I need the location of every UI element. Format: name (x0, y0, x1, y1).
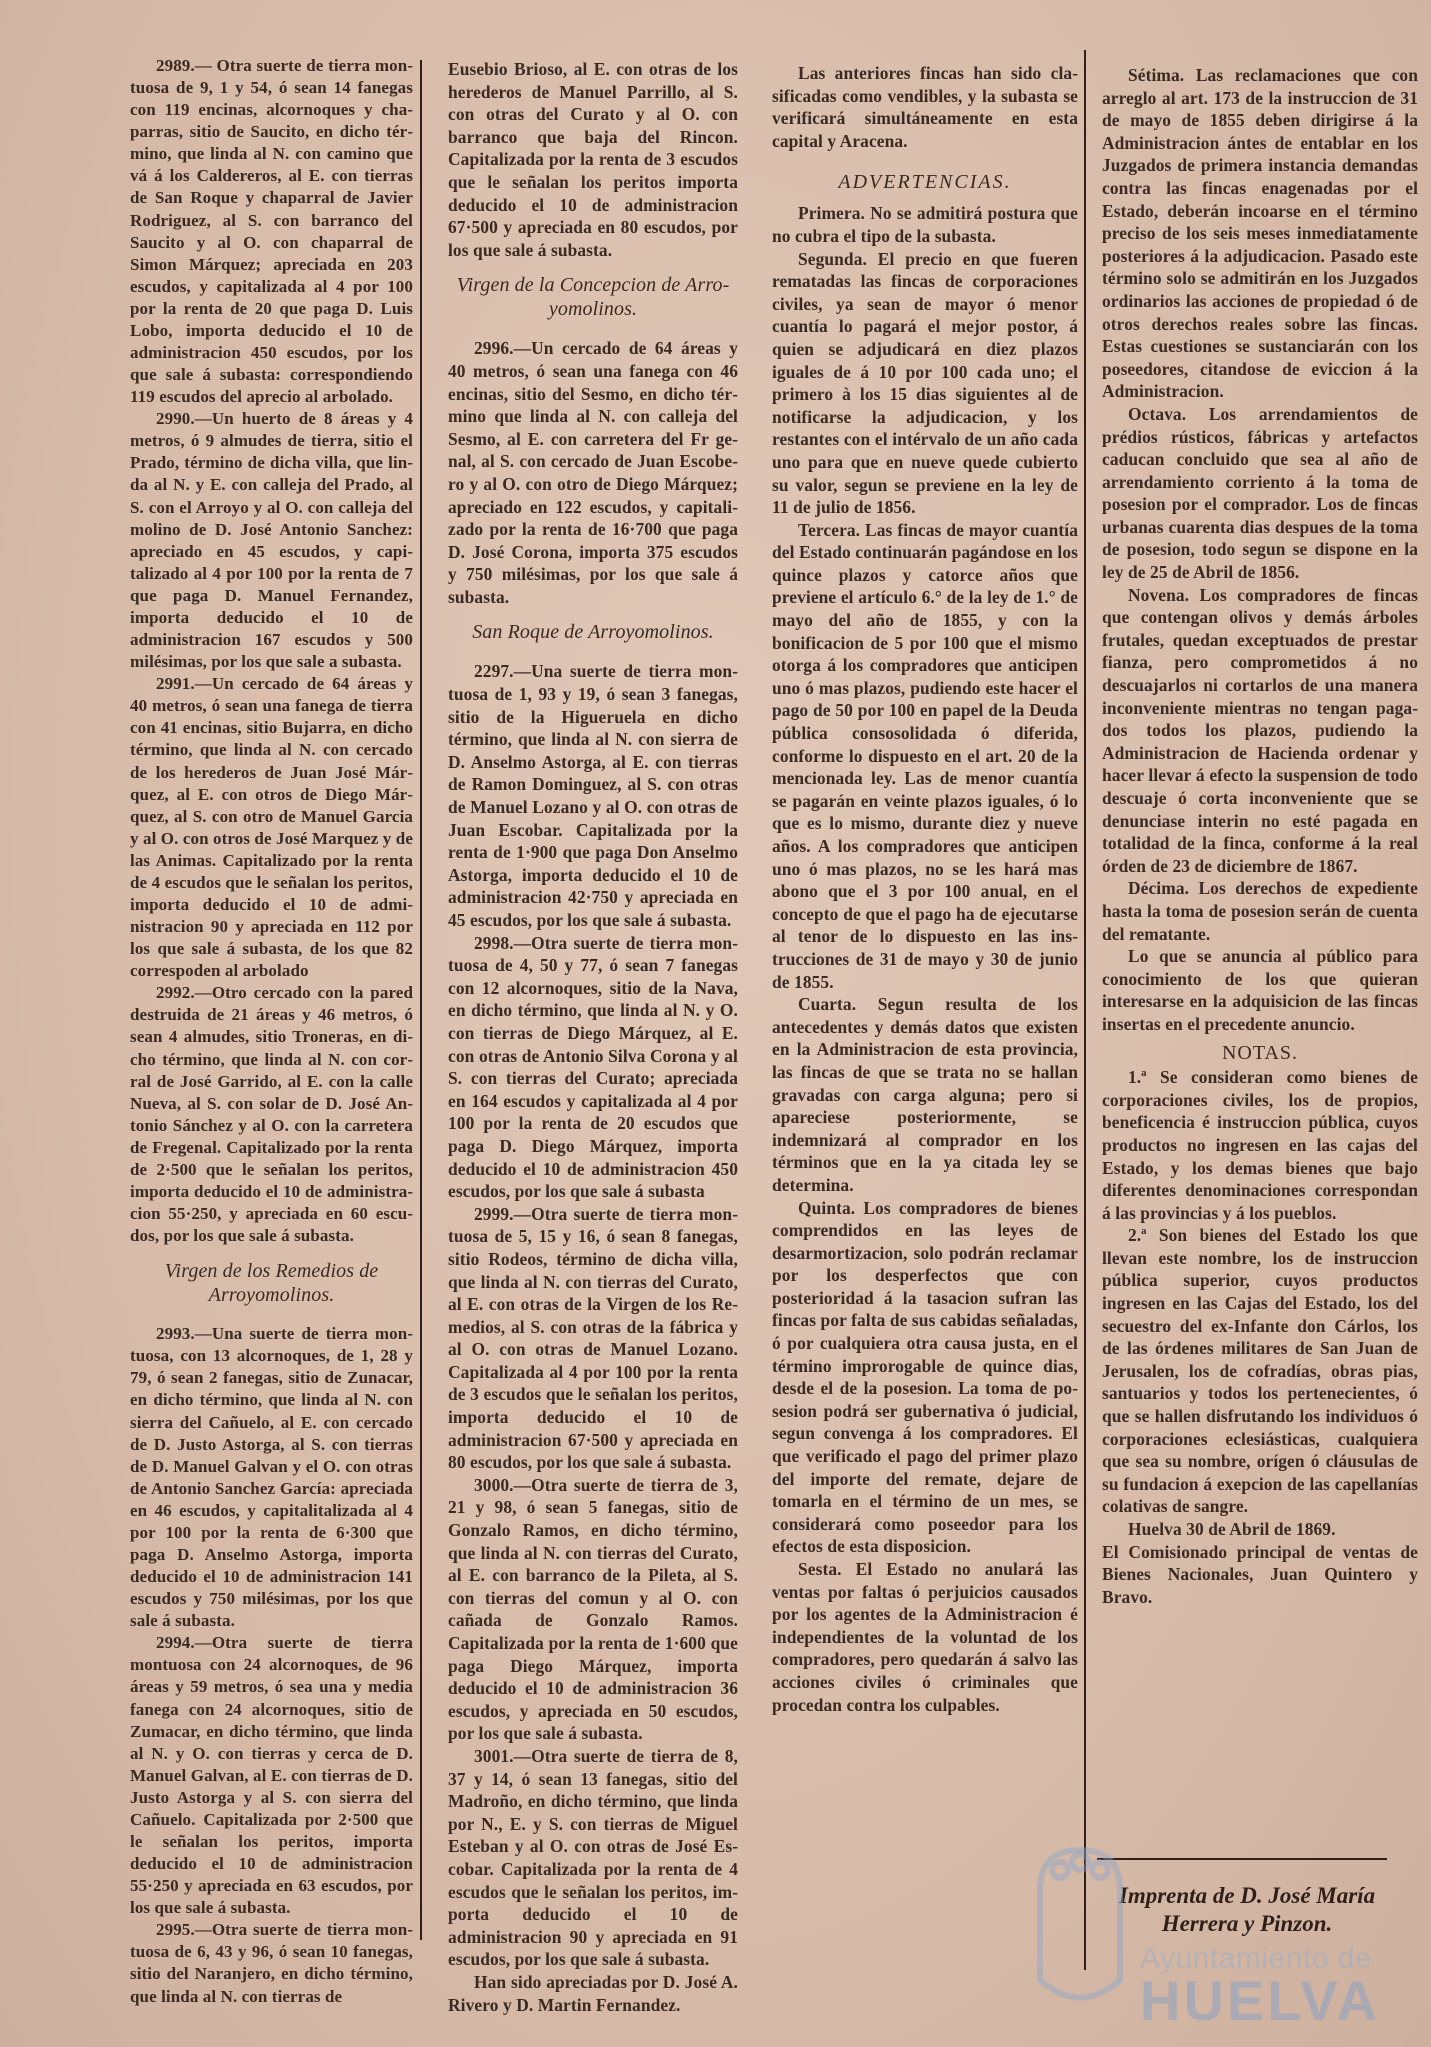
section-heading-san-roque: San Roque de Arroyomolinos. (472, 621, 714, 644)
announcement-note: Lo que se anuncia al público para conocimiento de los que quieran interesarse en la adquisicion de las fincas insertas en el precedente anuncio. (1102, 946, 1418, 1034)
column-rule (1084, 50, 1086, 1970)
lot-2297: 2297.—Una suerte de tierra montuosa de 1, 93 y 19, ó sean 3 fanegas, sitio de la Higueruela en dicho término, que linda al N. con sierra de D. Anselmo Astorga, al E. con tierras de Ramon Dominguez, al S. con otras de Manuel Lozano y al O. con otras de Juan Escobar. Capitalizada por la renta de 1·900 que paga Don Anselmo Astorga, importa deducido el 10 de administracion 42·750 y apreciada en 45 escudos, por los que sale á subasta. (448, 661, 738, 930)
column-rule (420, 60, 422, 1940)
lot-2993: 2993.—Una suerte de tierra montuosa, con 13 alcornoques, de 1, 28 y 79, ó sean 2 fanegas, sitio de Zunacar, en dicho término, que linda al N. con sierra del Cañuelo, al E. con cercado de D. Justo Astorga, al S. con tierras de D. Manuel Galvan y el O. con otras de Antonio Sanchez García: apreciada en 46 escudos, y capitalitalizada al 4 por 100 por la renta de 6·300 que paga D. Anselmo Astorga, importa deducido el 10 de administracion 141 escudos y 750 milésimas, por los que sale á subasta. (130, 1324, 413, 1631)
lot-2994: 2994.—Otra suerte de tierra montuosa con 24 alcornoques, de 96 áreas y 59 metros, ó sea una y media fanega con 24 alcornoques, sitio de Zumacar, en dicho término, que linda al N. y O. con tierras y cerca de D. Manuel Galvan, al E. con tierras de D. Justo Astorga y al S. con sierra del Cañuelo. Capitalizada por 2·500 que le señalan los peritos, importa deducido el 10 de administracion 55·250 y apreciada en 63 escudos, por los que sale á subasta. (130, 1633, 413, 1918)
advertencia-segunda: Segunda. El precio en que fueren rematadas las fincas de corporaciones civiles, ya sean de mayor ó menor cuantía lo pagará el mejor postor, á quien se adjudicará en diez plazos iguales de á 10 por 100 cada uno; el primero à los 15 dias siguientes al de notificarse la adjudicacion, y los restantes con el intérvalo de un año cada uno para que en nueve quede cubierto su valor, segun se previene en la ley de 11 de julio de 1856. (772, 248, 1078, 518)
advertencia-cuarta: Cuarta. Segun resulta de los antecedentes y demás datos que existen en la Administracion de esta provincia, las fincas de que se trata no se hallan gravadas con carga alguna; pero si apareciese posteriormente, se indemnizará al comprador en los términos que en la ya citada ley se determina. (772, 994, 1078, 1195)
lot-2991: 2991.—Un cercado de 64 áreas y 40 metros, ó sean una fanega de tierra con 41 encinas, sitio Bujarra, en dicho término, que linda al N. con cercado de los herederos de Juan José Márquez, al E. con otros de Diego Márquez, al S. con otro de Manuel Garcia y al O. con otros de José Marquez y de las Animas. Capitalizado por la renta de 4 escudos que le señalan los peritos, importa deducido el 10 de administracion 90 y apreciada en 112 por los que sale á subasta, de los que 82 correspoden al arbolado (130, 674, 413, 981)
lot-3001: 3001.—Otra suerte de tierra de 8, 37 y 14, ó sean 13 fanegas, sitio del Madroño, en dicho término, que linda por N., E. y S. con tierras de Miguel Esteban y al O. con otras de José Escobar. Capitalizada por la renta de 4 escudos que le señalan los peritos, importa deducido el 10 de administracion 90 y apreciada en 91 escudos, por los que sale á subasta. (448, 1745, 738, 1970)
advertencias-heading: ADVERTENCIAS. (838, 171, 1012, 194)
advertencia-novena: Novena. Los compradores de fincas que contengan olivos y demás árboles frutales, quedan exceptuados de prestar fianza, pero comprometidos á no descuajarlos ni cortarlos de una manera inconveniente mientras no tengan pagados todos los plazos, pudiendo la Administracion de Hacienda ordenar y hacer llevar á efecto la suspension de todo descuaje ó corta inconveniente que se denunciase interin no esté pagada en totalidad de la finca, conforme á la real órden de 23 de diciembre de 1867. (1102, 584, 1418, 876)
watermark-text-line-1: Ayuntamiento de (1140, 1942, 1373, 1975)
advertencia-primera: Primera. No se admitirá postura que no cubra el tipo de la subasta. (772, 203, 1078, 246)
section-heading-concepcion: Virgen de la Concepcion de Arroyomolinos. (456, 274, 730, 321)
lot-2992: 2992.—Otro cercado con la pared destruida de 21 áreas y 46 metros, ó sean 4 almudes, sitio Troneras, en dicho término, que linda al N. con corral de José Garrido, al E. con la calle Nueva, al S. con solar de D. José Antonio Sánchez y al O. con la carretera de Fregenal. Capitalizado por la renta de 2·500 que le señalan los peritos, importa deducido el 10 de administracion 55·250, y apreciada en 60 escudos, por los que sale á subasta. (130, 983, 413, 1246)
column-2 (448, 58, 738, 2016)
advertencia-decima: Décima. Los derechos de expediente hasta la toma de posesion serán de cuenta del rematante. (1102, 878, 1418, 944)
notas-heading: NOTAS. (1221, 1041, 1299, 1064)
signature: El Comisionado principal de ventas de Bienes Nacionales, Juan Quintero y Bravo. (1102, 1541, 1418, 1607)
appraisers-note: Han sido apreciadas por D. José A. Rivero y D. Martin Fernandez. (448, 1971, 738, 2015)
advertencia-setima: Sétima. Las reclamaciones que con arreglo al art. 173 de la instruccion de 31 de mayo de 1855 deben dirigirse á la Administracion ántes de entablar en los Juzgados de primera instancia demandas contra las fincas enagenadas por el Estado, deberán incoarse en el término preciso de los seis meses inmediatamente posteriores á la adjudicacion. Pasado este término solo se admitirán en los Juzgados ordinarios las acciones de propiedad ó de otros derechos reales sobre las fincas. Estas cuestiones se sustanciarán con los poseedores, citandose de eviccion á la Administracion. (1102, 65, 1418, 402)
watermark-text-line-2: HUELVA (1140, 1969, 1380, 2032)
imprint-line-2: Herrera y Pinzon. (1161, 1911, 1333, 1936)
advertencia-tercera: Tercera. Las fincas de mayor cuantía del Estado continuarán pagándose en los quince plazos y catorce años que previene el artículo 6.° de la ley de 1.° de mayo del año de 1855, y con la bonificacion de 5 por 100 que el mismo otorga á los compradores que anticipen uno ó mas plazos, pudiendo este hacer el pago de 50 por 100 en papel de la Deuda pública consosolidada ó diferida, conforme lo dispuesto en el art. 20 de la mencionada ley. Las de menor cuantía se pagarán en veinte plazos iguales, ó lo que es lo mismo, durante diez y nueve años. A los compradores que anticipen uno ó mas plazos, no se les hará mas abono que el 3 por 100 anual, en el concepto de que el pago ha de ejecutarse al tenor de lo dispuesto en las instrucciones de 31 de mayo y 30 de junio de 1855. (772, 519, 1078, 992)
lot-2990: 2990.—Un huerto de 8 áreas y 4 metros, ó 9 almudes de tierra, sitio el Prado, término de dicha villa, que linda al N. y E. con calleja del Prado, al S. con el Arroyo y al O. con calleja del molino de D. José Antonio Sanchez: apreciado en 45 escudos, y capitalizado al 4 por 100 por la renta de 7 que paga D. Manuel Fernandez, importa deducido el 10 de administracion 167 escudos y 500 milésimas, por los que sale a subasta. (130, 409, 413, 672)
lot-2999: 2999.—Otra suerte de tierra montuosa de 5, 15 y 16, ó sean 8 fanegas, sitio Rodeos, término de dicha villa, que linda al N. con tierras del Curato, al E. con otras de la Virgen de los Remedios, al S. con otras de la fábrica y al O. con otras de Manuel Lozano. Capitalizada al 4 por 100 por la renta de 3 escudos que le señalan los peritos, importa deducido el 10 de administracion 67·500 y apreciada en 80 escudos, por los que sale á subasta. (448, 1203, 738, 1473)
imprint-line-1: Imprenta de D. José María (1118, 1883, 1376, 1908)
lot-continuation: Eusebio Brioso, al E. con otras de los herederos de Manuel Parrillo, al S. con otras del Curato y al O. con barranco que baja del Rincon. Capitalizada por la renta de 3 escudos que le señalan los peritos importa deducido el 10 de administracion 67·500 y apreciada en 80 escudos, por los que sale á subasta. (448, 59, 738, 260)
lot-2996: 2996.—Un cercado de 64 áreas y 40 metros, ó sean una fanega con 46 encinas, sitio del Sesmo, en dicho término que linda al N. con calleja del Sesmo, al E. con carretera del Fr genal, al S. con cercado de Juan Escobero y al O. con otro de Diego Márquez; apreciado en 122 escudos, y capitalizado por la renta de 16·700 que paga D. José Corona, importa 375 escudos y 750 milésimas, por los que sale á subasta. (448, 338, 738, 607)
column-4 (1102, 64, 1418, 1608)
advertencia-quinta: Quinta. Los compradores de bienes comprendidos en las leyes de desarmortizacion, solo podrán reclamar por los desperfectos que con posterioridad á la tasacion sufran las fincas por falta de sus cabidas señaladas, ó por cualquiera otra causa justa, en el término improrogable de quince dias, desde el de la posesion. La toma de posesion podrá ser gubernativa ó judicial, segun convenga á los compradores. El que verificado el pago del primer plazo del importe del remate, dejare de tomarla en el término de un mes, se considerará como poseedor para los efectos de esta disposicion. (772, 1197, 1078, 1557)
column-3 (772, 62, 1078, 1716)
date-line: Huelva 30 de Abril de 1869. (1128, 1519, 1336, 1539)
classification-note: Las anteriores fincas han sido clasificadas como vendibles, y la subasta se verificará simultáneamente en esta capital y Aracena. (772, 63, 1078, 151)
lot-2998: 2998.—Otra suerte de tierra montuosa de 4, 50 y 77, ó sean 7 fanegas con 12 alcornoques, sitio de la Nava, en dicho término, que linda al N. y O. con tierras de Diego Márquez, al E. con otras de Antonio Silva Corona y al S. con tierras del Curato; apreciada en 164 escudos y capitalizada al 4 por 100 por la renta de 20 escudos que paga D. Diego Márquez, importa deducido el 10 de administracion 450 escudos, por los que sale á subasta (448, 932, 738, 1202)
lot-3000: 3000.—Otra suerte de tierra de 3, 21 y 98, ó sean 5 fanegas, sitio de Gonzalo Ramos, en dicho término, que linda al N. con tierras del Curato, al E. con barranco de la Pileta, al S. con tierras del comun y al O. con cañada de Gonzalo Ramos. Capitalizada por la renta de 1·600 que paga Diego Márquez, importa deducido el 10 de administracion 36 escudos, y apreciada en 50 escudos, por los que sale á subasta. (448, 1474, 738, 1744)
lot-2989: 2989.— Otra suerte de tierra montuosa de 9, 1 y 54, ó sean 14 fanegas con 119 encinas, alcornoques y chaparras, sitio de Saucito, en dicho término, que linda al N. con camino que vá á los Caldereros, al E. con tierras de San Roque y chaparral de Javier Rodriguez, al S. con barranco del Saucito y al O. con chaparral de Simon Márquez; apreciada en 203 escudos, y capitalizada al 4 por 100 por la renta de 20 que paga D. Luis Lobo, importa deducido el 10 de administracion 450 escudos, por los que sale á subasta: correspondiendo 119 escudos del aprecio al arbolado. (130, 56, 413, 407)
column-1 (130, 55, 413, 2008)
printer-imprint (1097, 1882, 1397, 1938)
advertencia-octava: Octava. Los arrendamientos de prédios rústicos, fábricas y artefactos caducan concluido que sea al año de arrendamiento corriento á la toma de posesion por el comprador. Los de fincas urbanas cuarenta dias despues de la toma de posesion, todo segun se dispone en la ley de 25 de Abril de 1856. (1102, 403, 1418, 583)
advertencia-sesta: Sesta. El Estado no anulará las ventas por faltas ó perjuicios causados por los agentes de la Administracion é independientes de la voluntad de los compradores, pero quedarán á salvo las acciones civiles ó criminales que procedan contra los culpables. (772, 1559, 1078, 1715)
nota-1: 1.ª Se consideran como bienes de corporaciones civiles, los de propios, beneficencia é instruccion pública, cuyos productos no ingresen en las cajas del Estado, y los demas bienes que bajo diferentes denominaciones correspondan á las provincias y á los pueblos. (1102, 1067, 1418, 1223)
nota-2: 2.ª Son bienes del Estado los que llevan este nombre, los de instruccion pública superior, cuyos productos ingresen en las Cajas del Estado, los del secuestro del ex-Infante don Cárlos, los de las órdenes militares de San Juan de Jerusalen, los de cofradías, obras pias, santuarios y todos los pertenecientes, ó que se hallen disfrutando los individuos ó corporaciones eclesiásticas, cualquiera que sea su nombre, orígen ó cláusulas de su fundacion á exepcion de las capellanías colativas de sangre. (1102, 1225, 1418, 1517)
imprint-divider (1097, 1858, 1387, 1860)
lot-2995: 2995.—Otra suerte de tierra montuosa de 6, 43 y 96, ó sean 10 fanegas, sitio del Naranjero, en dicho término, que linda al N. con tierras de (130, 1920, 413, 2006)
section-heading-remedios: Virgen de los Remedios de Arroyomolinos. (164, 1260, 379, 1307)
